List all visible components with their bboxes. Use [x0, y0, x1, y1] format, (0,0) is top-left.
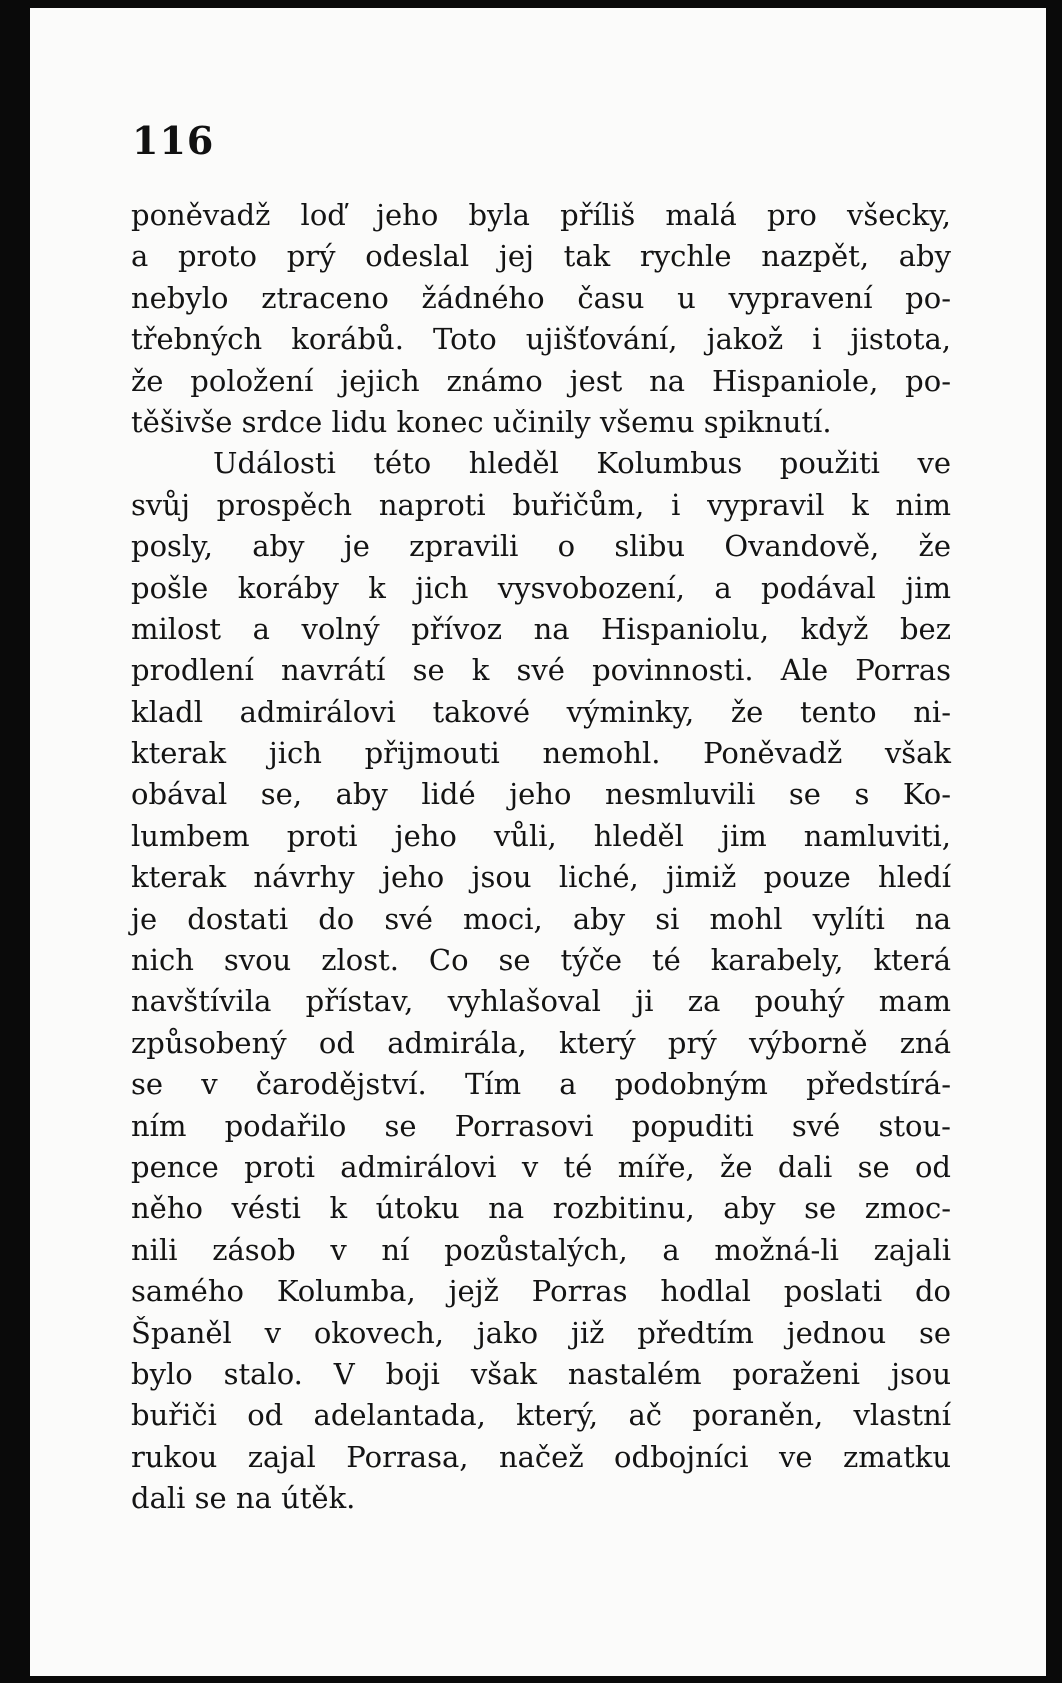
text-line: rukou zajal Porrasa, načež odbojníci ve zmatku	[131, 1439, 951, 1474]
text-line: je dostati do své moci, aby si mohl vylíti na	[131, 901, 951, 936]
text-line: lumbem proti jeho vůli, hleděl jim namluviti,	[131, 818, 951, 853]
text-line: dali se na útěk.	[131, 1481, 356, 1516]
text-line: nili zásob v ní pozůstalých, a možná-li zajali	[131, 1232, 951, 1267]
text-line: milost a volný přívoz na Hispaniolu, když bez	[131, 611, 951, 646]
text-line: kladl admirálovi takové výminky, že tento ni-	[131, 694, 951, 729]
text-line: posly, aby je zpravili o slibu Ovandově, že	[131, 529, 951, 564]
text-line: obával se, aby lidé jeho nesmluvili se s Ko-	[131, 777, 951, 812]
text-line: samého Kolumba, jejž Porras hodlal poslati do	[131, 1274, 951, 1309]
text-line: svůj prospěch naproti buřičům, i vypravil k nim	[131, 487, 951, 522]
text-line: nich svou zlost. Co se týče té karabely, která	[131, 943, 951, 978]
text-line: kterak jich přijmouti nemohl. Poněvadž však	[131, 736, 951, 771]
text-line: se v čarodějství. Tím a podobným předstírá-	[131, 1067, 951, 1102]
body-text	[131, 195, 951, 1520]
text-line: pence proti admirálovi v té míře, že dali se od	[131, 1149, 951, 1184]
text-line: třebných korábů. Toto ujišťování, jakož i jistota,	[131, 322, 951, 357]
text-line: těšivše srdce lidu konec učinily všemu spiknutí.	[131, 404, 832, 439]
text-line: a proto prý odeslal jej tak rychle nazpět, aby	[131, 239, 951, 274]
text-line: buřiči od adelantada, který, ač poraněn, vlastní	[131, 1398, 951, 1433]
text-line: pošle koráby k jich vysvobození, a podával jim	[131, 570, 951, 605]
page-number: 116	[132, 118, 215, 163]
text-line: prodlení navrátí se k své povinnosti. Ale Porras	[131, 653, 951, 688]
text-line: bylo stalo. V boji však nastalém poraženi jsou	[131, 1356, 951, 1391]
text-line: způsobený od admirála, který prý výborně zná	[131, 1025, 951, 1060]
text-line: kterak návrhy jeho jsou liché, jimiž pouze hledí	[131, 860, 951, 895]
text-line: Události této hleděl Kolumbus použiti ve	[213, 446, 951, 481]
text-line: že položení jejich známo jest na Hispaniole, po-	[131, 363, 951, 398]
text-line: nebylo ztraceno žádného času u vypravení po-	[131, 280, 951, 315]
text-line: navštívila přístav, vyhlašoval ji za pouhý mam	[131, 984, 951, 1019]
text-line: ním podařilo se Porrasovi popuditi své stou-	[131, 1108, 951, 1143]
text-line: poněvadž loď jeho byla příliš malá pro všecky,	[131, 198, 951, 232]
text-line: něho vésti k útoku na rozbitinu, aby se zmoc-	[131, 1191, 951, 1226]
text-line: Španěl v okovech, jako již předtím jednou se	[131, 1315, 951, 1350]
